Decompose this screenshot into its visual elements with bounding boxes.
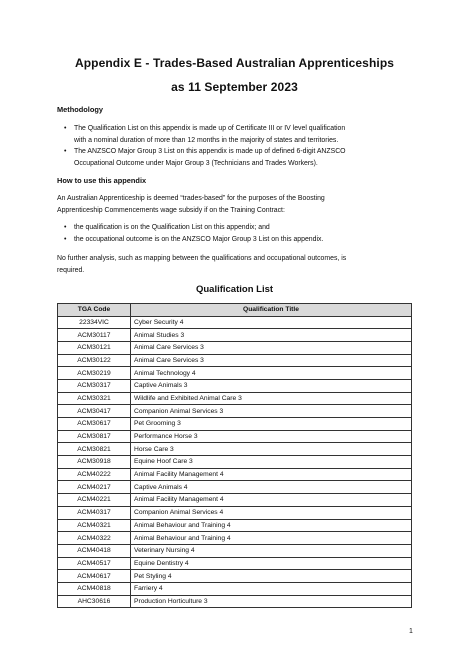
- qualification-title-cell: Animal Care Services 3: [131, 341, 412, 354]
- qualification-title-cell: Companion Animal Services 4: [131, 506, 412, 519]
- page-number: 1: [409, 628, 413, 635]
- bullet-text: The Qualification List on this appendix is made up of Certificate III or IV level qualification: [74, 125, 346, 132]
- qualification-title-cell: Production Horticulture 3: [131, 595, 412, 608]
- table-row: [58, 544, 412, 557]
- tga-code-cell: ACM40221: [58, 494, 131, 507]
- qualification-title-cell: Equine Hoof Care 3: [131, 456, 412, 469]
- methodology-bullet: [74, 146, 414, 169]
- table-row: [58, 341, 412, 354]
- table-body: [58, 316, 412, 608]
- table-header-row: [58, 304, 412, 317]
- table-row: [58, 430, 412, 443]
- tga-code-cell: ACM30317: [58, 379, 131, 392]
- qualification-title-cell: Pet Styling 4: [131, 570, 412, 583]
- tga-code-cell: ACM30821: [58, 443, 131, 456]
- qualification-title-cell: Animal Behaviour and Training 4: [131, 519, 412, 532]
- qualification-title-cell: Captive Animals 4: [131, 481, 412, 494]
- tga-code-cell: ACM40818: [58, 582, 131, 595]
- tga-code-cell: ACM40321: [58, 519, 131, 532]
- bullet-text: The ANZSCO Major Group 3 List on this appendix is made up of defined 6-digit ANZSCO: [74, 148, 346, 155]
- bullet-text: the qualification is on the Qualification List on this appendix; and: [74, 224, 270, 231]
- tga-code-cell: 22334VIC: [58, 316, 131, 329]
- tga-code-cell: ACM40517: [58, 557, 131, 570]
- tga-code-cell: ACM40222: [58, 468, 131, 481]
- qualification-list-title: Qualification List: [195, 284, 274, 295]
- table-row: [58, 494, 412, 507]
- paragraph-line: No further analysis, such as mapping between the qualifications and occupational outcomes, is: [57, 255, 347, 262]
- tga-code-cell: ACM40418: [58, 544, 131, 557]
- tga-code-cell: ACM30219: [58, 367, 131, 380]
- tga-code-cell: ACM40617: [58, 570, 131, 583]
- how-to-use-bullet: [74, 234, 414, 246]
- qualification-title-cell: Cyber Security 4: [131, 316, 412, 329]
- bullet-text: with a nominal duration of more than 12 months in the majority of states and territories.: [74, 136, 339, 144]
- qualification-title-cell: Veterinary Nursing 4: [131, 544, 412, 557]
- tga-code-cell: ACM30918: [58, 456, 131, 469]
- qualification-title-cell: Animal Technology 4: [131, 367, 412, 380]
- how-to-use-paragraph: [57, 193, 407, 216]
- document-subtitle-date: as 11 September 2023: [171, 80, 298, 94]
- qualification-title-cell: Wildlife and Exhibited Animal Care 3: [131, 392, 412, 405]
- qualification-title-cell: Pet Grooming 3: [131, 418, 412, 431]
- table-row: [58, 519, 412, 532]
- table-row: [58, 532, 412, 545]
- qualification-title-cell: Animal Facility Management 4: [131, 468, 412, 481]
- tga-code-cell: ACM40322: [58, 532, 131, 545]
- paragraph-line: An Australian Apprenticeship is deemed “trades-based” for the purposes of the Boosting: [57, 195, 325, 202]
- tga-code-cell: ACM40317: [58, 506, 131, 519]
- table-row: [58, 329, 412, 342]
- tga-code-cell: ACM40217: [58, 481, 131, 494]
- table-row: [58, 570, 412, 583]
- table-row: [58, 354, 412, 367]
- column-header-qualification-title: Qualification Title: [131, 304, 412, 317]
- tga-code-cell: AHC30616: [58, 595, 131, 608]
- table-row: [58, 557, 412, 570]
- table-row: [58, 367, 412, 380]
- qualification-title-cell: Companion Animal Services 3: [131, 405, 412, 418]
- qualification-title-cell: Animal Facility Management 4: [131, 494, 412, 507]
- tga-code-cell: ACM30617: [58, 418, 131, 431]
- table-row: [58, 456, 412, 469]
- table-row: [58, 392, 412, 405]
- table-row: [58, 582, 412, 595]
- tga-code-cell: ACM30417: [58, 405, 131, 418]
- methodology-bullet: [74, 123, 414, 146]
- table-row: [58, 443, 412, 456]
- qualification-title-cell: Equine Dentistry 4: [131, 557, 412, 570]
- qualification-title-cell: Animal Behaviour and Training 4: [131, 532, 412, 545]
- table-row: [58, 481, 412, 494]
- tga-code-cell: ACM30121: [58, 341, 131, 354]
- tga-code-cell: ACM30122: [58, 354, 131, 367]
- qualification-title-cell: Captive Animals 3: [131, 379, 412, 392]
- how-to-use-note: [57, 253, 407, 276]
- qualification-title-cell: Performance Horse 3: [131, 430, 412, 443]
- how-to-use-heading: How to use this appendix: [57, 176, 147, 185]
- document-title: Appendix E - Trades-Based Australian Apprenticeships: [74, 56, 395, 70]
- table-row: [58, 316, 412, 329]
- qualification-table: [57, 303, 412, 608]
- column-header-tga-code: TGA Code: [58, 304, 131, 317]
- bullet-text: Occupational Outcome under Major Group 3 (Technicians and Trades Workers).: [74, 159, 318, 167]
- paragraph-line: Apprenticeship Commencements wage subsidy if on the Training Contract:: [57, 206, 285, 214]
- table-row: [58, 379, 412, 392]
- methodology-heading: Methodology: [57, 105, 103, 114]
- table-row: [58, 506, 412, 519]
- qualification-title-cell: Horse Care 3: [131, 443, 412, 456]
- qualification-title-cell: Animal Studies 3: [131, 329, 412, 342]
- table-row: [58, 468, 412, 481]
- tga-code-cell: ACM30117: [58, 329, 131, 342]
- tga-code-cell: ACM30321: [58, 392, 131, 405]
- tga-code-cell: ACM30817: [58, 430, 131, 443]
- paragraph-line: required.: [57, 266, 85, 274]
- table-row: [58, 405, 412, 418]
- table-row: [58, 595, 412, 608]
- how-to-use-bullet: [74, 222, 414, 234]
- bullet-text: the occupational outcome is on the ANZSCO Major Group 3 List on this appendix.: [74, 236, 324, 243]
- table-row: [58, 418, 412, 431]
- qualification-title-cell: Animal Care Services 3: [131, 354, 412, 367]
- qualification-title-cell: Farriery 4: [131, 582, 412, 595]
